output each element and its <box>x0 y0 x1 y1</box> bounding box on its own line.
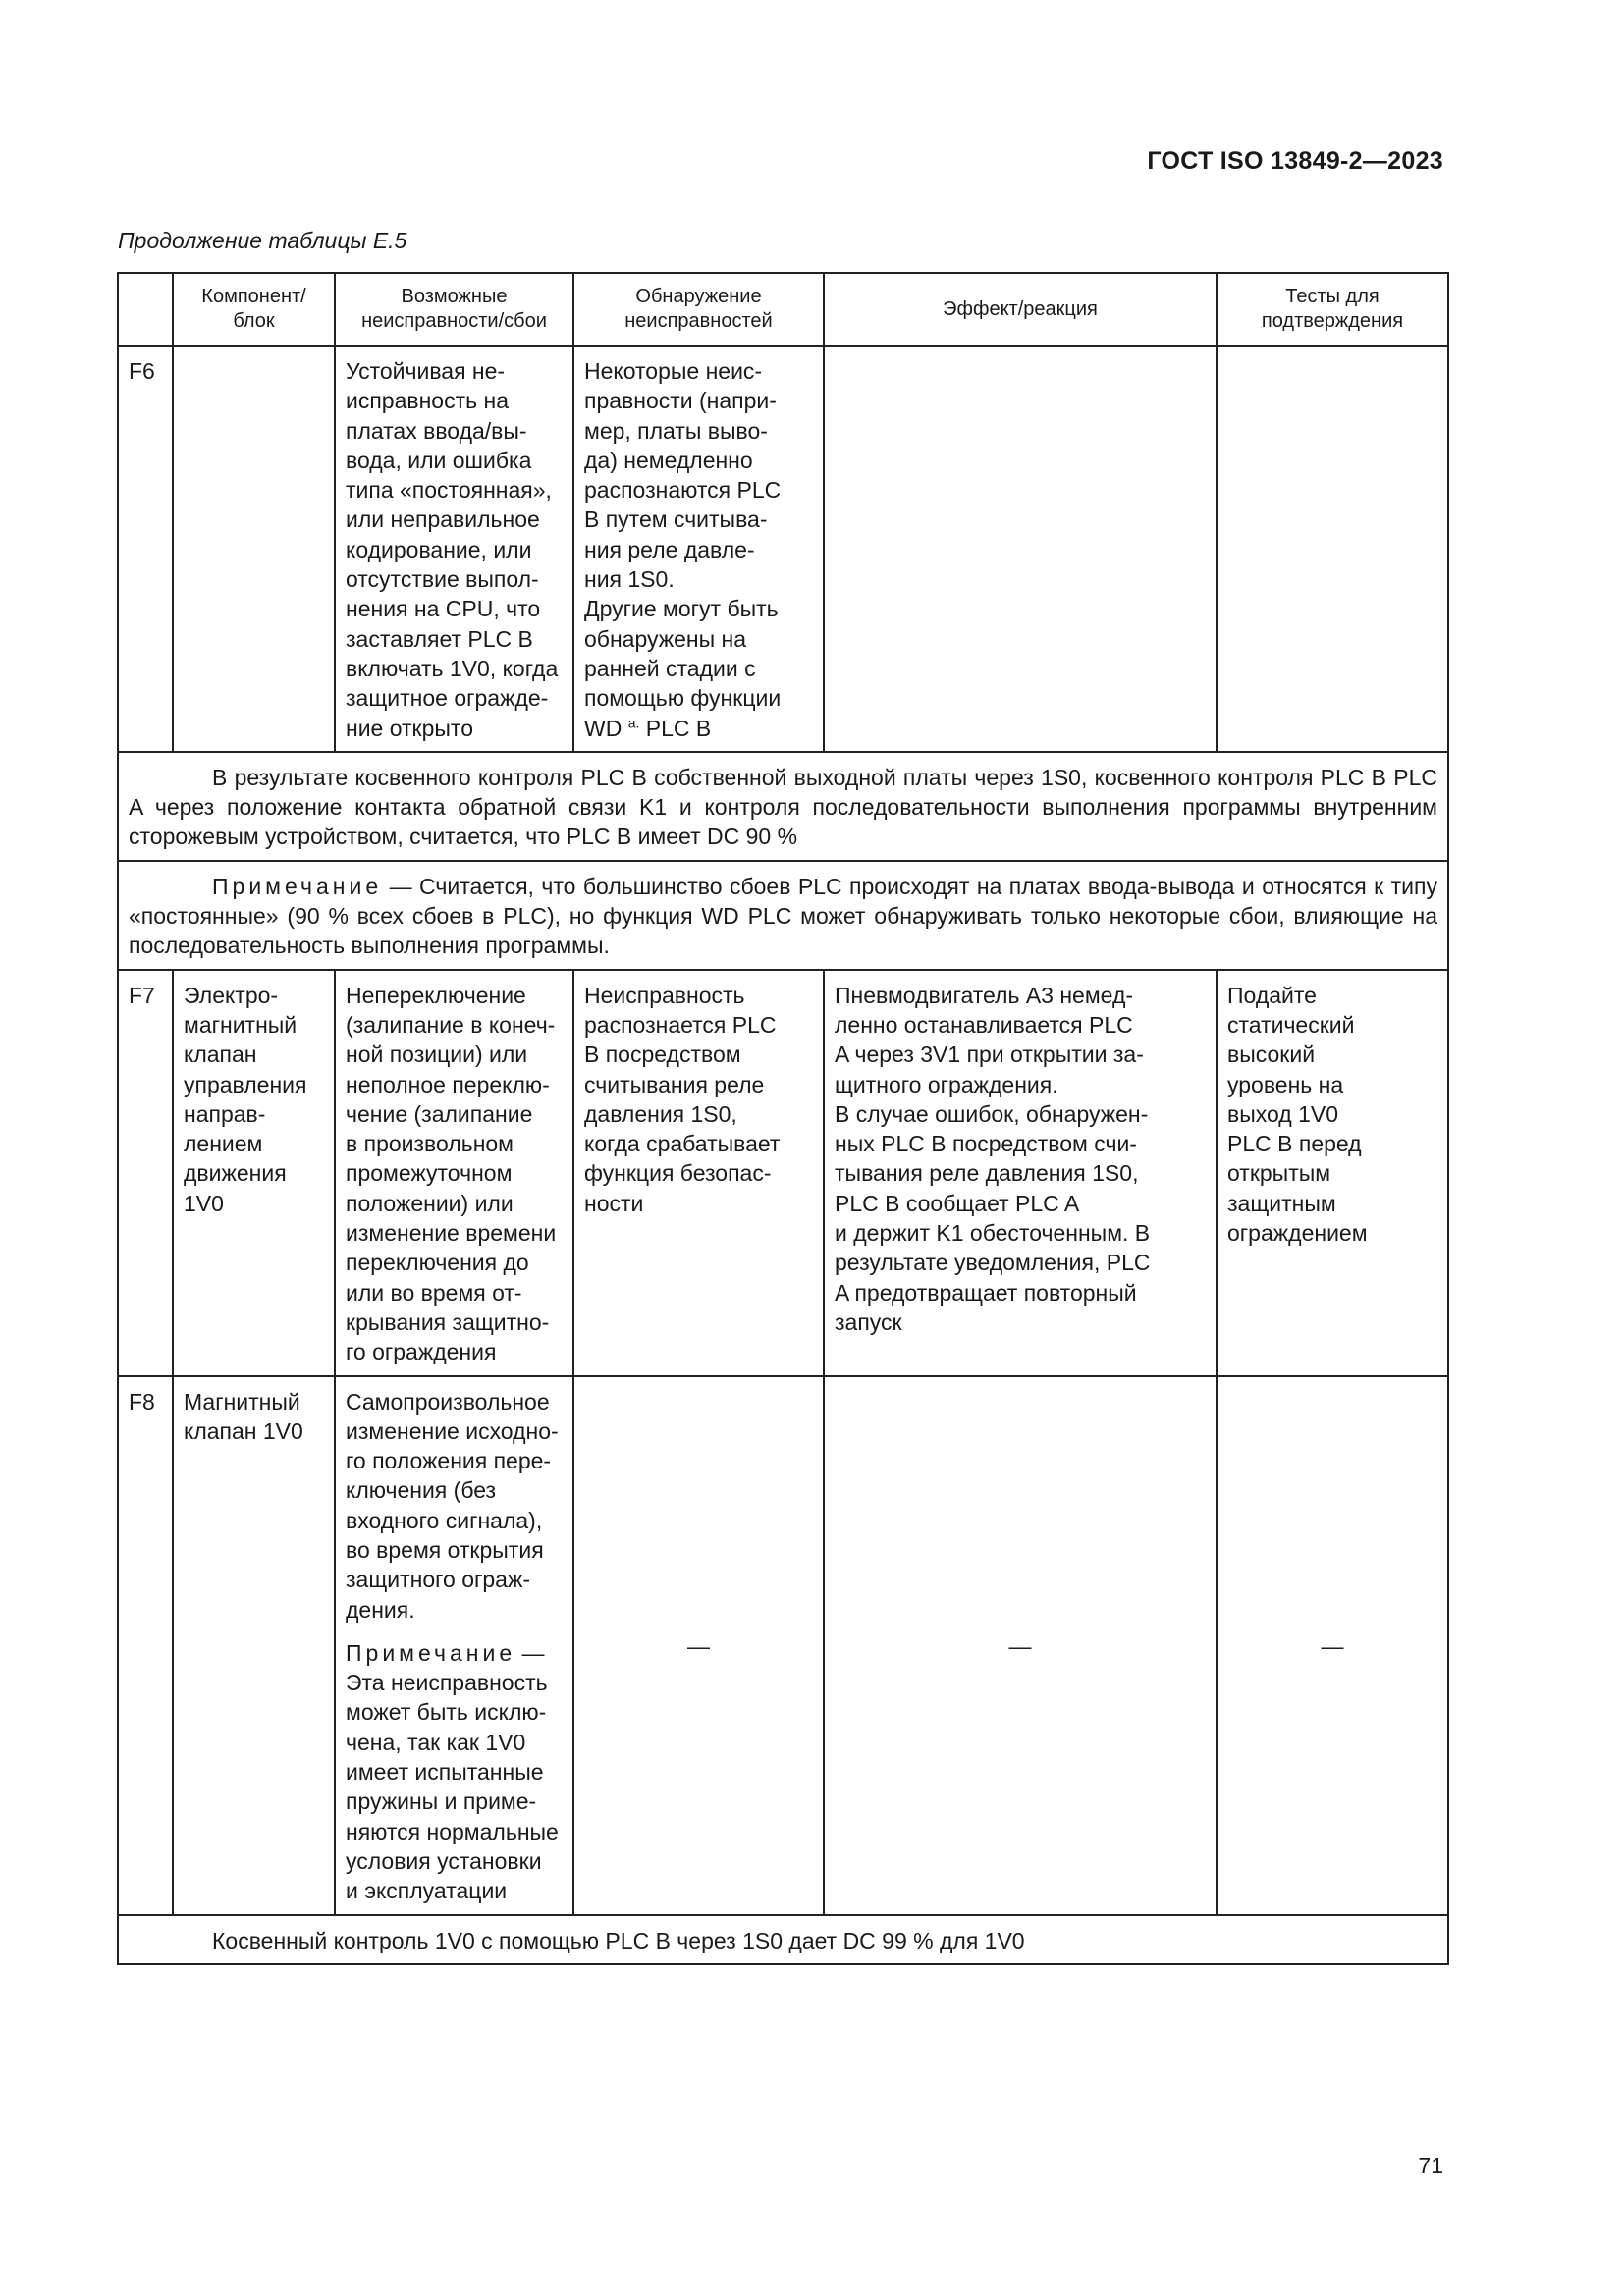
tests-cell: — <box>1217 1376 1448 1915</box>
table-row-f7 <box>118 970 1448 1376</box>
tests-cell: Подайте статический высокий уровень на выход 1V0 PLC B перед открытым защитным ограждением <box>1217 970 1448 1376</box>
row-id: F8 <box>118 1376 173 1915</box>
page-number: 71 <box>1418 2153 1443 2178</box>
summary-text: Косвенный контроль 1V0 с помощью PLC B через 1S0 дает DC 99 % для 1V0 <box>212 1927 1025 1953</box>
document-code: ГОСТ ISO 13849-2—2023 <box>1147 147 1443 175</box>
component-cell <box>173 346 335 752</box>
row-id: F6 <box>118 346 173 752</box>
table-row-f6-summary <box>118 752 1448 861</box>
note-label: Примечание <box>212 873 383 899</box>
table-row-f6-note <box>118 861 1448 970</box>
summary-cell <box>118 752 1448 861</box>
effect-cell <box>824 346 1217 752</box>
fmea-table <box>117 272 1449 1965</box>
col-header-detection: Обнаружение неисправностей <box>573 273 824 346</box>
summary-text: В результате косвенного контроля PLC B собственной выходной платы через 1S0, косвенного контроля PLC B PLC A через положение контакта обратной связи K1 и контроля последовательности выполнения программы внутренним сторожевым устройством, считается, что PLC B имеет DC 90 % <box>129 764 1437 850</box>
table-row-f8 <box>118 1376 1448 1915</box>
table-row-f8-summary <box>118 1915 1448 1964</box>
note-text: — Эта неисправность может быть исклю- чена, так как 1V0 имеет испытанные пружины и приме- няются нормальные условия установки и эксплуатации <box>346 1639 559 1904</box>
summary-cell <box>118 1915 1448 1964</box>
note-label: Примечание <box>346 1639 516 1666</box>
table-header-row <box>118 273 1448 346</box>
effect-cell: — <box>824 1376 1217 1915</box>
note-cell <box>118 861 1448 970</box>
fault-cell: Устойчивая не- исправность на платах ввода/вы- вода, или ошибка типа «постоянная», или неправильное кодирование, или отсутствие выпол- нения на CPU, что заставляет PLC B включать 1V0, когда защитное огражде- ние открыто <box>335 346 573 752</box>
component-cell: Электро- магнитный клапан управления направ- лением движения 1V0 <box>173 970 335 1376</box>
col-header-fault: Возможные неисправности/сбои <box>335 273 573 346</box>
col-header-tests: Тесты для подтверждения <box>1217 273 1448 346</box>
detection-cell: — <box>573 1376 824 1915</box>
detection-cell: Неисправность распознается PLC B посредством считывания реле давления 1S0, когда срабатывает функция безопас- ности <box>573 970 824 1376</box>
row-id: F7 <box>118 970 173 1376</box>
fault-cell: Самопроизвольное изменение исходно- го положения пере- ключения (без входного сигнала), во время открытия защитного ограж- дения. Примечание — Эта неисправность может быть исклю- чена, так как 1V0 имеет испытанные пружины и приме- няются нормальные условия установки и эксплуатации <box>335 1376 573 1915</box>
component-cell: Магнитный клапан 1V0 <box>173 1376 335 1915</box>
table-row-f6 <box>118 346 1448 752</box>
col-header-component: Компонент/ блок <box>173 273 335 346</box>
table-caption: Продолжение таблицы E.5 <box>118 228 407 253</box>
effect-cell: Пневмодвигатель A3 немед- ленно останавливается PLC A через 3V1 при открытии за- щитного ограждения. В случае ошибок, обнаружен- ных PLC B посредством счи- тывания реле давления 1S0, PLC B сообщает PLC A и держит K1 обесточенным. В результате уведомления, PLC A предотвращает повторный запуск <box>824 970 1217 1376</box>
note-text: — Считается, что большинство сбоев PLC происходят на платах ввода-вывода и относятся к типу «постоянные» (90 % всех сбоев в PLC), но функция WD PLC может обнаруживать только некоторые сбои, влияющие на последовательность выполнения программы. <box>129 873 1437 959</box>
detection-cell: Некоторые неис- правности (напри- мер, платы выво- да) немедленно распознаются PLC B путем считыва- ния реле давле- ния 1S0. Другие могут быть обнаружены на ранней стадии с помощью функции WD $^{a.}$ PLC B <box>573 346 824 752</box>
footnote-marker: a. <box>627 714 640 730</box>
tests-cell <box>1217 346 1448 752</box>
col-header-id <box>118 273 173 346</box>
col-header-effect: Эффект/реакция <box>824 273 1217 346</box>
fault-cell: Непереключение (залипание в конеч- ной позиции) или неполное переклю- чение (залипание в произвольном промежуточном положении) или изменение времени переключения до или во время от- крывания защитно- го ограждения <box>335 970 573 1376</box>
